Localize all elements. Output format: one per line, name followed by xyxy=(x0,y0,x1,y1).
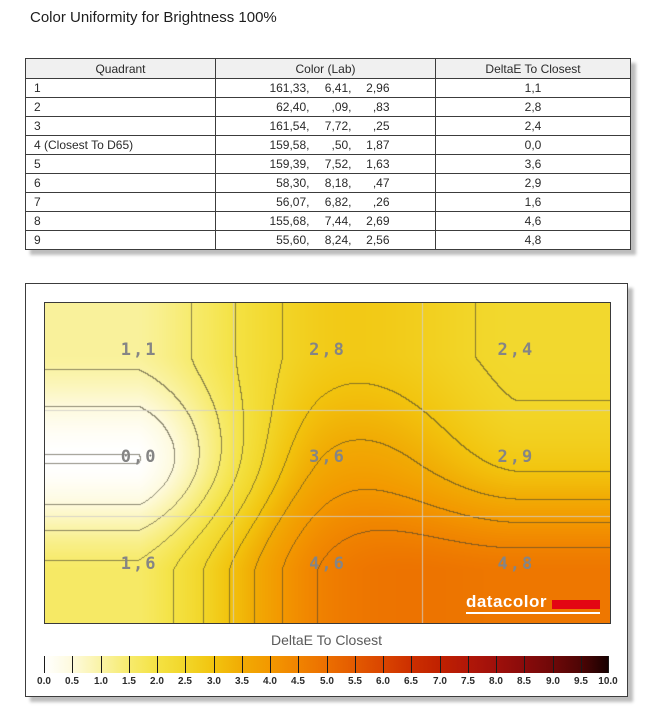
colorbar-tick xyxy=(553,656,554,673)
contour-value-label: 4,8 xyxy=(497,554,535,574)
lab-value: ,26 xyxy=(372,195,390,209)
datacolor-logo-underline xyxy=(466,612,600,614)
colorbar-tick-label: 9.0 xyxy=(546,676,560,687)
colorbar-tick xyxy=(468,656,469,673)
colorbar-tick xyxy=(355,656,356,673)
deltae-cell: 1,1 xyxy=(436,79,631,98)
lab-value: 58,30, xyxy=(276,176,310,190)
lab-value: ,83 xyxy=(372,100,390,114)
lab-value: 7,44, xyxy=(324,214,352,228)
lab-value: 8,18, xyxy=(324,176,352,190)
quadrant-cell: 7 xyxy=(26,193,216,212)
deltae-cell: 4,6 xyxy=(436,212,631,231)
color-lab-cell xyxy=(216,98,436,117)
table-row xyxy=(26,155,631,174)
table-header-row xyxy=(26,59,631,79)
colorbar-tick xyxy=(411,656,412,673)
quadrant-cell: 9 xyxy=(26,231,216,250)
datacolor-logo-red-bar xyxy=(552,600,600,609)
colorbar-tick-label: 7.5 xyxy=(461,676,475,687)
table-row xyxy=(26,98,631,117)
colorbar-tick xyxy=(129,656,130,673)
colorbar-tick-label: 1.0 xyxy=(94,676,108,687)
lab-value: ,47 xyxy=(372,176,390,190)
lab-value: 55,60, xyxy=(276,233,310,247)
colorbar-tick-label: 3.0 xyxy=(207,676,221,687)
contour-value-label: 3,6 xyxy=(309,447,346,467)
contour-value-label: 0,0 xyxy=(120,447,158,467)
colorbar-tick xyxy=(157,656,158,673)
lab-value: 1,63 xyxy=(366,157,390,171)
quadrant-cell: 8 xyxy=(26,212,216,231)
colorbar-tick-label: 8.5 xyxy=(517,676,531,687)
uniformity-table xyxy=(25,58,631,250)
colorbar-tick xyxy=(44,656,45,673)
deltae-cell: 2,9 xyxy=(436,174,631,193)
quadrant-cell: 3 xyxy=(26,117,216,136)
quadrant-cell: 2 xyxy=(26,98,216,117)
col-header-color-lab: Color (Lab) xyxy=(216,59,436,79)
colorbar-tick xyxy=(242,656,243,673)
lab-value: 6,82, xyxy=(324,195,352,209)
deltae-cell: 0,0 xyxy=(436,136,631,155)
contour-value-label: 1,1 xyxy=(120,340,158,360)
colorbar-tick-label: 1.5 xyxy=(122,676,136,687)
quadrant-cell: 6 xyxy=(26,174,216,193)
contour-panel xyxy=(25,283,628,697)
contour-value-label: 2,9 xyxy=(497,447,535,467)
colorbar-tick xyxy=(327,656,328,673)
datacolor-logo-text: datacolor xyxy=(465,592,547,611)
lab-value: 161,54, xyxy=(269,119,310,133)
deltae-cell: 4,8 xyxy=(436,231,631,250)
colorbar-tick-label: 2.0 xyxy=(150,676,164,687)
table-row xyxy=(26,212,631,231)
colorbar-tick xyxy=(581,656,582,673)
colorbar-tick xyxy=(72,656,73,673)
col-header-quadrant: Quadrant xyxy=(26,59,216,79)
contour-value-label: 2,8 xyxy=(309,340,346,360)
table-row xyxy=(26,231,631,250)
datacolor-logo-row xyxy=(466,593,600,610)
colorbar-tick-label: 0.0 xyxy=(37,676,51,687)
colorbar-tick-label: 2.5 xyxy=(178,676,192,687)
colorbar-tick-label: 9.5 xyxy=(574,676,588,687)
contour-value-label: 2,4 xyxy=(497,340,535,360)
colorbar-tick-labels xyxy=(37,676,618,689)
colorbar-tick-label: 0.5 xyxy=(65,676,79,687)
table-row xyxy=(26,174,631,193)
table-row xyxy=(26,79,631,98)
contour-plot xyxy=(44,302,611,624)
lab-value: 159,58, xyxy=(269,138,310,152)
lab-value: 7,72, xyxy=(324,119,352,133)
colorbar-tick xyxy=(298,656,299,673)
contour-value-label: 1,6 xyxy=(120,554,158,574)
color-lab-cell xyxy=(216,174,436,193)
color-lab-cell xyxy=(216,155,436,174)
color-lab-cell xyxy=(216,79,436,98)
table-row xyxy=(26,193,631,212)
colorbar-tick xyxy=(185,656,186,673)
contour-canvas xyxy=(45,303,610,623)
lab-value: 2,56 xyxy=(366,233,390,247)
lab-value: 8,24, xyxy=(324,233,352,247)
colorbar-tick-label: 6.0 xyxy=(376,676,390,687)
colorbar-tick-label: 8.0 xyxy=(489,676,503,687)
lab-value: 159,39, xyxy=(269,157,310,171)
colorbar-tick-label: 6.5 xyxy=(404,676,418,687)
lab-value: 6,41, xyxy=(324,81,352,95)
colorbar-tick xyxy=(214,656,215,673)
col-header-deltae: DeltaE To Closest xyxy=(436,59,631,79)
colorbar-tick-label: 5.5 xyxy=(348,676,362,687)
lab-value: 2,69 xyxy=(366,214,390,228)
lab-value: 2,96 xyxy=(366,81,390,95)
table-row xyxy=(26,117,631,136)
lab-value: 62,40, xyxy=(276,100,310,114)
quadrant-cell: 4 (Closest To D65) xyxy=(26,136,216,155)
colorbar-tick xyxy=(440,656,441,673)
colorbar-gradient xyxy=(44,656,609,673)
colorbar-tick-label: 7.0 xyxy=(433,676,447,687)
lab-value: 56,07, xyxy=(276,195,310,209)
contour-value-label: 4,6 xyxy=(309,554,346,574)
deltae-cell: 2,4 xyxy=(436,117,631,136)
colorbar-tick-label: 5.0 xyxy=(320,676,334,687)
colorbar-tick xyxy=(383,656,384,673)
lab-value: ,25 xyxy=(372,119,390,133)
deltae-cell: 2,8 xyxy=(436,98,631,117)
colorbar-tick-label: 3.5 xyxy=(235,676,249,687)
table-row xyxy=(26,136,631,155)
deltae-cell: 1,6 xyxy=(436,193,631,212)
color-lab-cell xyxy=(216,117,436,136)
color-lab-cell xyxy=(216,136,436,155)
page-title: Color Uniformity for Brightness 100% xyxy=(30,9,277,26)
colorbar-tick xyxy=(270,656,271,673)
colorbar-tick xyxy=(608,656,609,673)
color-lab-cell xyxy=(216,231,436,250)
lab-value: 7,52, xyxy=(324,157,352,171)
lab-value: ,09, xyxy=(331,100,352,114)
colorbar-title: DeltaE To Closest xyxy=(270,632,382,648)
colorbar-tick xyxy=(496,656,497,673)
lab-value: 161,33, xyxy=(269,81,310,95)
colorbar-tick xyxy=(524,656,525,673)
lab-value: ,50, xyxy=(331,138,352,152)
color-lab-cell xyxy=(216,193,436,212)
color-lab-cell xyxy=(216,212,436,231)
datacolor-logo xyxy=(466,593,600,614)
colorbar-tick-label: 4.0 xyxy=(263,676,277,687)
quadrant-cell: 1 xyxy=(26,79,216,98)
colorbar-tick-label: 10.0 xyxy=(598,676,618,687)
quadrant-cell: 5 xyxy=(26,155,216,174)
colorbar-tick xyxy=(101,656,102,673)
colorbar-tick-label: 4.5 xyxy=(291,676,305,687)
lab-value: 1,87 xyxy=(366,138,390,152)
lab-value: 155,68, xyxy=(269,214,310,228)
deltae-cell: 3,6 xyxy=(436,155,631,174)
